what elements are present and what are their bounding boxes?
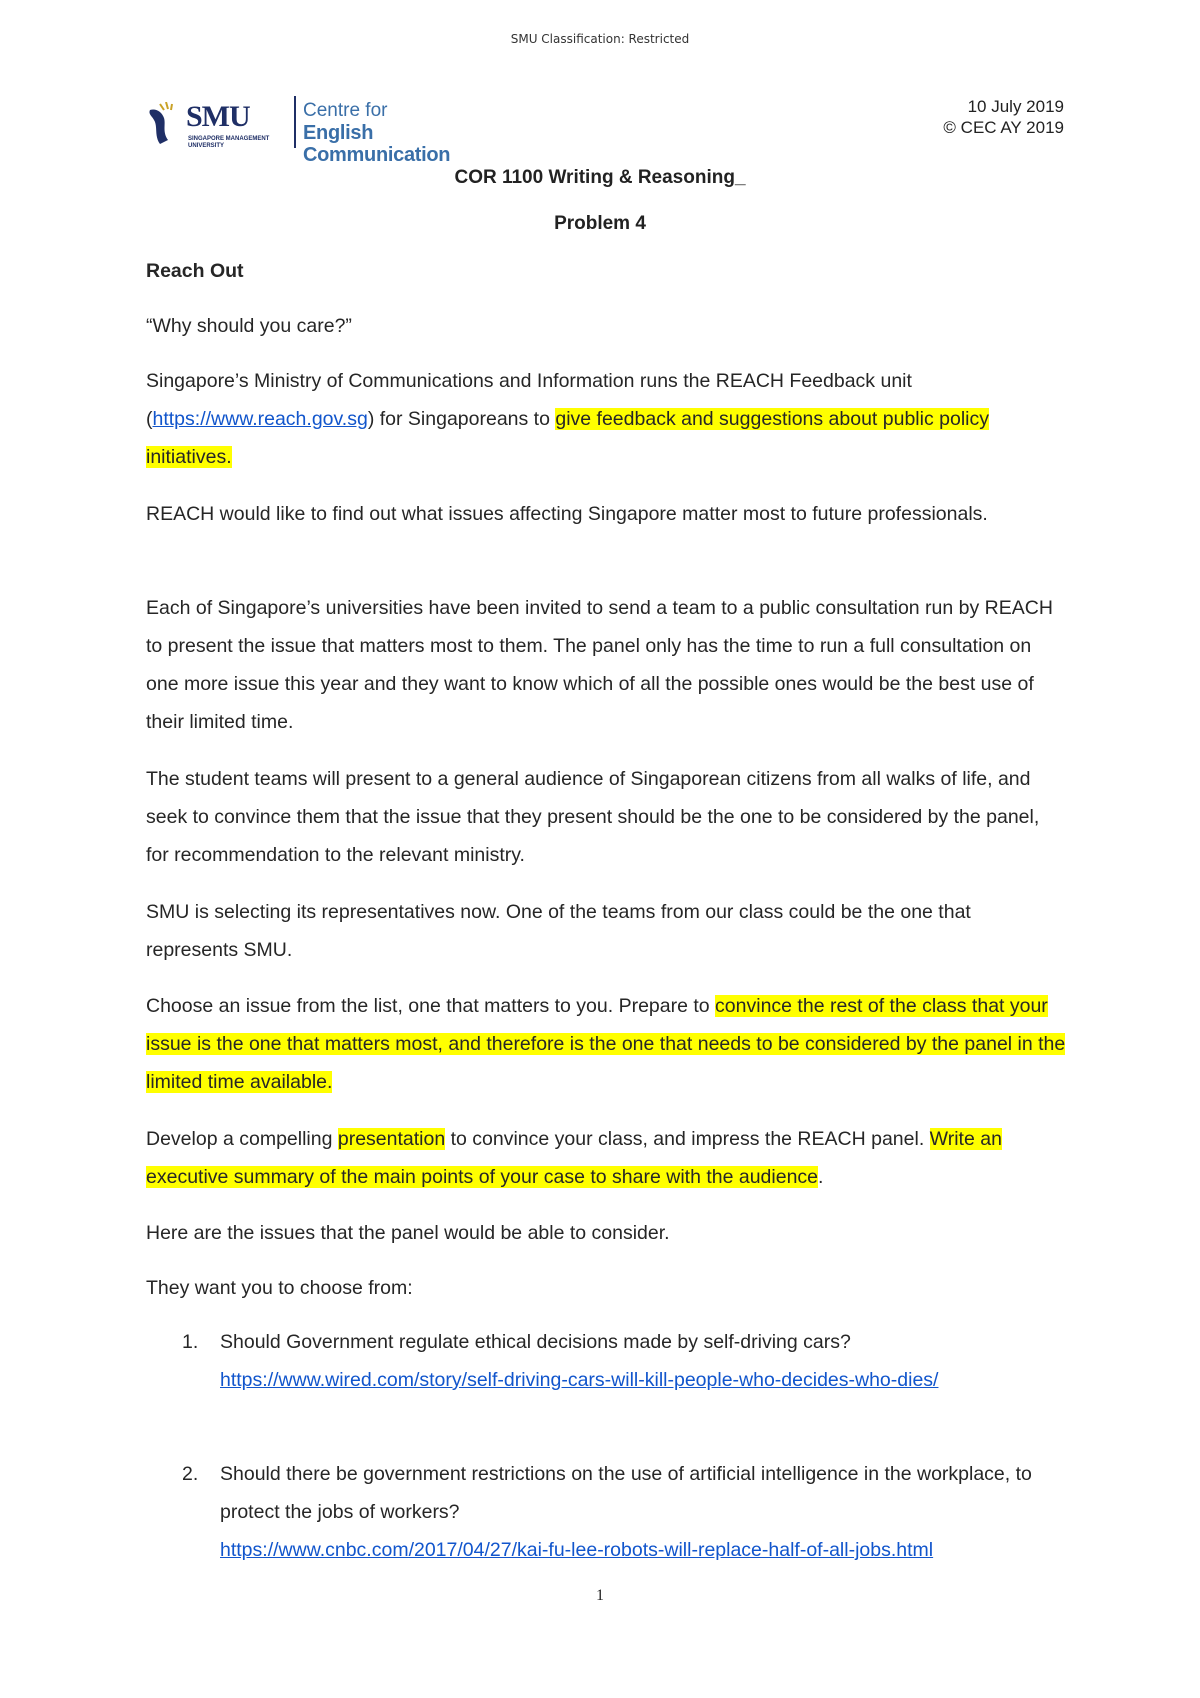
paragraph-reach-intro [146,362,1066,476]
paragraph-reach-goal: REACH would like to find out what issues affecting Singapore matter most to future professionals. [146,503,988,525]
centre-for-text: Centre for [303,100,388,121]
list-item-body [220,1323,1080,1399]
quote-line: “Why should you care?” [146,315,352,337]
p7-highlight-summary: Write an executive summary of the main points of your case to share with the audience [146,1128,1002,1188]
p7-highlight-presentation: presentation [337,1128,446,1150]
copyright-note: © CEC AY 2019 [943,118,1064,137]
p7-text-c: . [818,1166,824,1188]
p6-text-a: Choose an issue from the list, one that matters to you. Prepare to [146,995,716,1017]
logo-divider [294,96,296,148]
paragraph-choose-issue [146,987,1066,1101]
p7-text-b: to convince your class, and impress the REACH panel. [445,1128,930,1150]
classification-label: SMU Classification: Restricted [510,32,690,46]
paragraph-presentation [146,1120,1066,1196]
list-item-number: 2. [182,1463,199,1485]
issue-link[interactable]: https://www.cnbc.com/2017/04/27/kai-fu-lee-robots-will-replace-half-of-all-jobs.html [220,1539,934,1561]
p7-text-a: Develop a compelling [146,1128,338,1150]
section-heading: Reach Out [146,260,244,282]
p1-highlight: give feedback and suggestions about public policy initiatives. [146,408,989,468]
paragraph-smu-selection: SMU is selecting its representatives now. One of the teams from our class could be the one that represents SMU. [146,901,971,961]
document-date: 10 July 2019 [967,97,1064,116]
p1-text-a: Singapore’s Ministry of Communications and Information runs the REACH Feedback unit ( [146,370,912,430]
list-item-body [220,1455,1080,1569]
issue-link[interactable]: https://www.wired.com/story/self-driving-cars-will-kill-people-who-decides-who-dies/ [220,1369,939,1391]
university-logo-text: SINGAPORE MANAGEMENT UNIVERSITY [188,136,270,149]
issue-text: Should Government regulate ethical decisions made by self-driving cars? [220,1331,851,1353]
issue-text: Should there be government restrictions on the use of artificial intelligence in the workplace, to protect the jobs of workers? [220,1463,1032,1523]
paragraph-student-teams: The student teams will present to a general audience of Singaporean citizens from all walks of life, and seek to convince them that the issue that they present should be the one to be considered by the panel, for recommendation to the relevant ministry. [146,768,1040,866]
paragraph-universities: Each of Singapore’s universities have been invited to send a team to a public consultation run by REACH to present the issue that matters most to them. The panel only has the time to run a full consultation on one more issue this year and they want to know which of all the possible ones would be the best use of their limited time. [146,597,1053,733]
date-block [943,96,1064,138]
course-title: COR 1100 Writing & Reasoning_ [454,167,746,188]
smu-cec-logo [146,96,518,166]
problem-title: Problem 4 [554,213,646,234]
p1-text-b: ) for Singaporeans to [367,408,556,430]
english-communication-text: English Communication [303,122,451,166]
smu-logo-text: SMU [186,100,250,133]
paragraph-choose-from: They want you to choose from: [146,1277,413,1299]
p6-highlight: convince the rest of the class that your issue is the one that matters most, and therefore is the one that needs to be considered by the panel in the limited time available. [146,995,1066,1093]
page-number: 1 [596,1587,604,1604]
paragraph-issues-intro: Here are the issues that the panel would be able to consider. [146,1222,670,1244]
list-item-number: 1. [182,1331,199,1353]
smu-crest-icon [146,102,184,146]
reach-website-link[interactable]: https://www.reach.gov.sg [152,408,368,430]
